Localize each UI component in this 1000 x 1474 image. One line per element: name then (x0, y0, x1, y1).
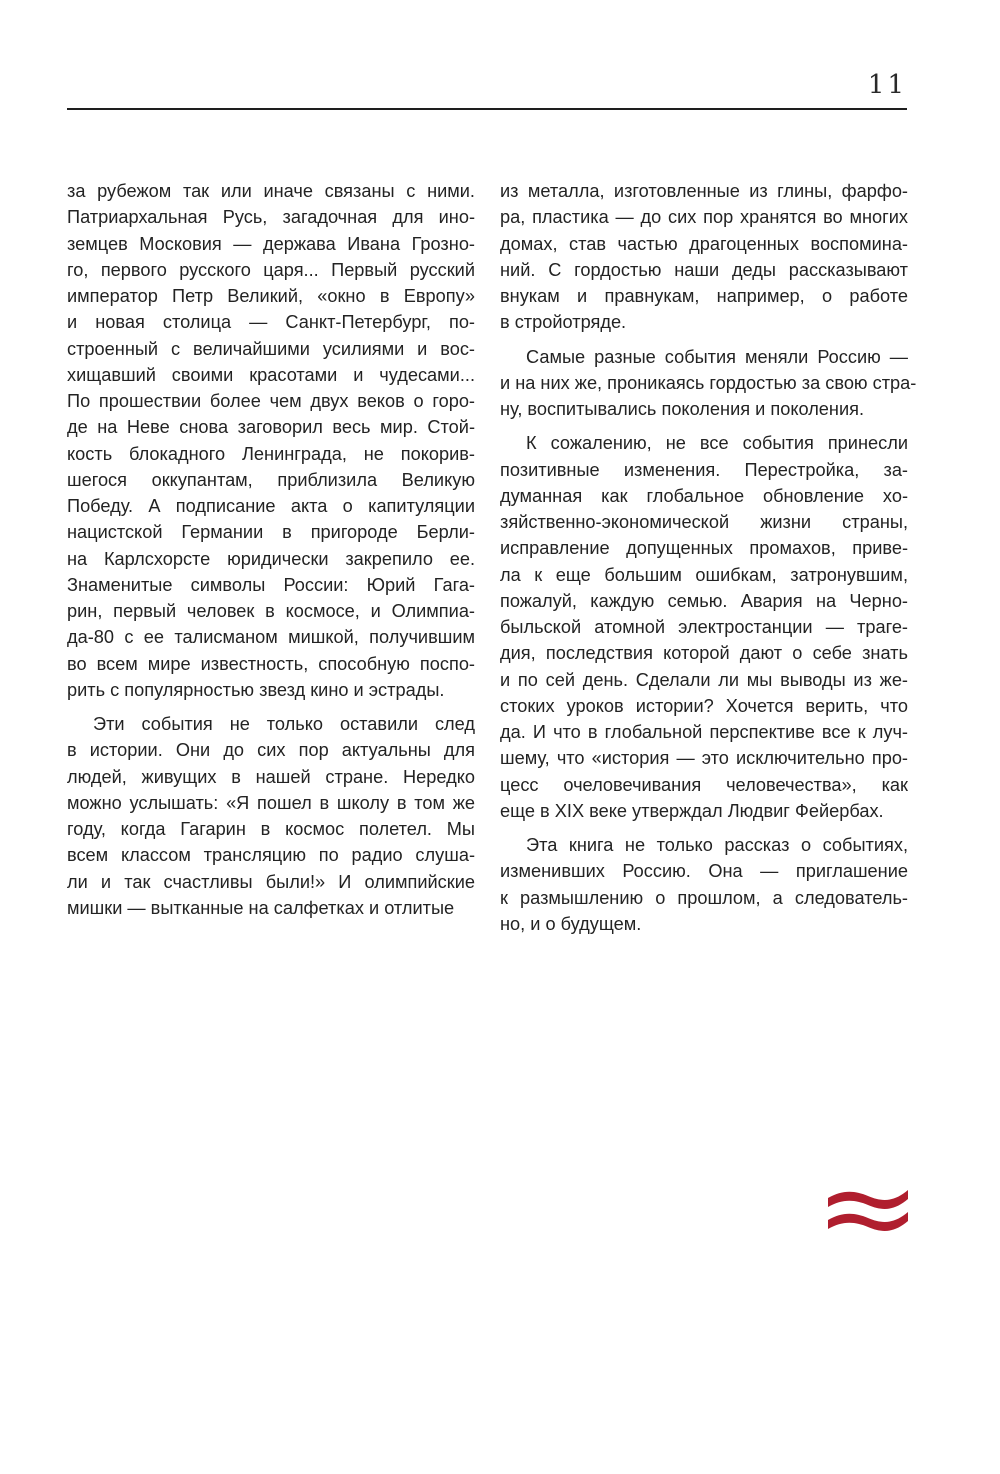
text-line: де на Неве снова заговорил весь мир. Стой- (67, 417, 475, 438)
paragraph (67, 178, 475, 703)
text-line: Эти события не только оставили след (93, 714, 475, 734)
text-line: рить с популярностью звезд кино и эстрады. (67, 679, 445, 700)
text-line: да. И что в глобальной перспективе все к луч- (500, 722, 908, 742)
text-line: быльской атомной электростанции — траге- (500, 617, 908, 637)
text-line: Победу. А подписание акта о капитуляции (67, 496, 475, 516)
text-line: за рубежом так или иначе связаны с ними. (67, 181, 475, 201)
text-line: ну, воспитывались поколения и поколения. (500, 399, 865, 419)
text-line: всем классом трансляцию по радио слуша- (67, 845, 475, 866)
text-line: строенный с величайшими усилиями и вос- (67, 338, 475, 359)
text-line: шему, что «история — это исключительно про- (500, 748, 908, 769)
text-line: Патриархальная Русь, загадочная для ино- (67, 207, 475, 228)
paragraph (500, 430, 908, 824)
text-line: в истории. Они до сих пор актуальны для (67, 740, 475, 761)
text-line: дия, последствия которой дают о себе знать (500, 643, 908, 664)
text-line: можно услышать: «Я пошел в школу в том же (67, 792, 475, 813)
text-line: позитивные изменения. Перестройка, за- (500, 459, 908, 480)
text-line: император Петр Великий, «окно в Европу» (67, 286, 475, 306)
text-line: Эта книга не только рассказ о событиях, (526, 835, 908, 855)
text-line: во всем мире известность, способную поспо- (67, 653, 475, 674)
text-line: цесс очеловечивания человечества», как (500, 774, 908, 795)
paragraph (67, 711, 475, 921)
text-line: шегося оккупантам, приблизила Великую (67, 469, 475, 490)
text-line: мишки — вытканные на салфетках и отлитые (67, 897, 455, 918)
text-line: году, когда Гагарин в космос полетел. Мы (67, 819, 475, 839)
text-line: изменивших Россию. Она — приглашение (500, 861, 908, 882)
text-line: исправление допущенных промахов, приве- (500, 538, 908, 559)
text-line: из металла, изготовленные из глины, фарфо- (500, 181, 908, 201)
text-line: По прошествии более чем двух веков о горо- (67, 391, 475, 411)
red-waves-icon (826, 1186, 910, 1236)
text-line: стоких уроков истории? Хочется верить, что (500, 695, 908, 716)
text-line: в стройотряде. (500, 312, 627, 333)
text-line: и новая столица — Санкт-Петербург, по- (67, 312, 475, 333)
text-line: го, первого русского царя... Первый русский (67, 259, 475, 280)
text-line: к размышлению о прошлом, а следователь- (500, 887, 908, 908)
text-line: еще в XIX веке утверждал Людвиг Фейербах. (500, 800, 884, 821)
text-line: людей, живущих в нашей стране. Нередко (67, 766, 475, 787)
text-line: К сожалению, не все события принесли (526, 433, 908, 454)
right-column (500, 178, 917, 937)
text-line: думанная как глобальное обновление хо- (500, 485, 908, 506)
paragraph (500, 344, 917, 423)
text-line: пожалуй, каждую семью. Авария на Черно- (500, 590, 908, 611)
text-line: хищавший своими красотами и чудесами... (67, 364, 475, 385)
left-column (67, 178, 475, 921)
paragraph (500, 832, 908, 937)
text-line: но, и о будущем. (500, 913, 642, 934)
text-line: и на них же, проникаясь гордостью за свою стра- (500, 372, 917, 393)
text-line: да-80 с ее талисманом мишкой, получившим (67, 627, 475, 648)
text-line: Знаменитые символы России: Юрий Гага- (67, 574, 475, 595)
text-line: на Карлсхорсте юридически закрепило ее. (67, 548, 475, 569)
header-rule (67, 108, 907, 110)
text-line: домах, став частью драгоценных воспомина- (500, 233, 908, 254)
text-line: Самые разные события меняли Россию — (526, 346, 908, 367)
text-line: ла к еще большим ошибкам, затронувшим, (500, 564, 908, 585)
text-line: рин, первый человек в космосе, и Олимпиа- (67, 601, 475, 621)
text-line: ли и так счастливы были!» И олимпийские (67, 871, 475, 892)
text-line: земцев Московия — держава Ивана Грозно- (67, 233, 475, 254)
text-line: и по сей день. Сделали ли мы выводы из же- (500, 669, 908, 690)
page-number: 11 (867, 70, 907, 100)
text-line: кость блокадного Ленинграда, не покорив- (67, 443, 475, 464)
text-line: внукам и правнукам, например, о работе (500, 286, 908, 306)
paragraph (500, 178, 908, 336)
text-line: ра, пластика — до сих пор хранятся во многих (500, 207, 908, 228)
text-line: ний. С гордостью наши деды рассказывают (500, 259, 908, 280)
text-line: зяйственно-экономической жизни страны, (500, 512, 908, 532)
text-line: нацистской Германии в пригороде Берли- (67, 522, 475, 543)
